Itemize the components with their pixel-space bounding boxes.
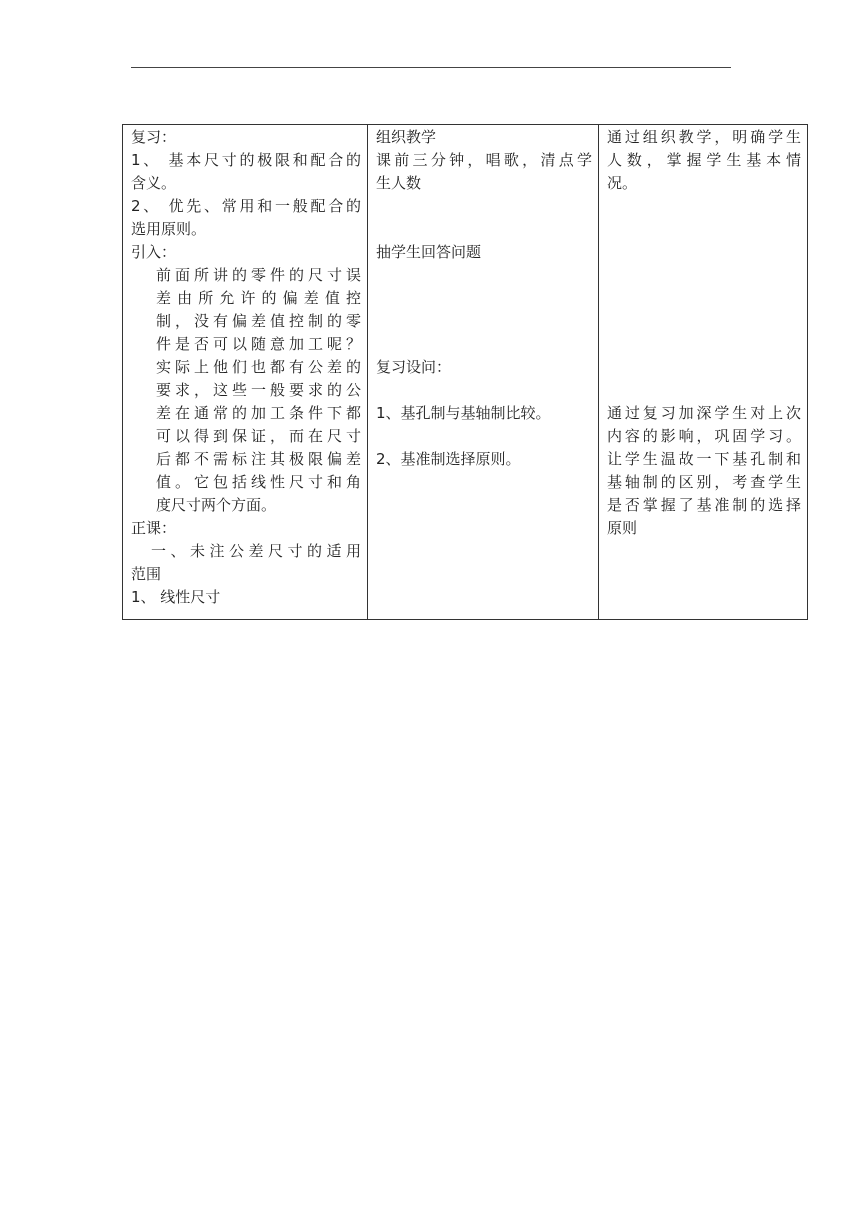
activity-cell (368, 125, 599, 620)
lesson-heading: 正课： (131, 519, 177, 537)
org-detail-line-2: 生人数 (376, 174, 422, 192)
review-item-2-line-2: 选用原则。 (131, 220, 207, 238)
org-purpose-line: 况。 (607, 174, 638, 192)
lesson-section-line-2: 范围 (131, 565, 162, 583)
intro-line: 实际上他们也都有公差的 (156, 358, 361, 376)
review-purpose-line: 内容的影响，巩固学习。 (607, 427, 801, 445)
intro-line: 差由所允许的偏差值控 (156, 289, 361, 307)
lesson-plan-table (122, 124, 808, 620)
intro-line: 后都不需标注其极限偏差 (156, 450, 361, 468)
review-item-1-line-1: 1、 基本尺寸的极限和配合的 (131, 151, 361, 169)
intro-line: 制，没有偏差值控制的零 (156, 312, 361, 330)
review-item-1-line-2: 含义。 (131, 174, 177, 192)
question-note: 抽学生回答问题 (376, 243, 482, 261)
intro-line: 前面所讲的零件的尺寸误 (156, 266, 361, 284)
header-rule (131, 67, 731, 68)
review-purpose-line: 原则 (607, 519, 638, 537)
table-row (123, 125, 808, 620)
review-item-2-line-1: 2、 优先、常用和一般配合的 (131, 197, 361, 215)
intro-line: 值。它包括线性尺寸和角 (156, 473, 361, 491)
review-question-heading: 复习设问： (376, 358, 452, 376)
purpose-cell (599, 125, 808, 620)
org-purpose-line: 通过组织教学，明确学生 (607, 128, 801, 146)
intro-line: 差在通常的加工条件下都 (156, 404, 361, 422)
lesson-item: 1、 线性尺寸 (131, 588, 221, 606)
review-purpose-line: 基轴制的区别，考查学生 (607, 473, 801, 491)
content-cell (123, 125, 368, 620)
org-detail-line-1: 课前三分钟，唱歌，清点学 (376, 151, 592, 169)
intro-line: 可以得到保证，而在尺寸 (156, 427, 361, 445)
review-heading: 复习： (131, 128, 177, 146)
org-purpose-line: 人数，掌握学生基本情 (607, 151, 801, 169)
intro-line: 件是否可以随意加工呢？ (156, 335, 361, 353)
review-purpose-line: 通过复习加深学生对上次 (607, 404, 801, 422)
review-question: 1、基孔制与基轴制比较。 (376, 404, 551, 422)
org-title: 组织教学 (376, 128, 437, 146)
review-purpose-line: 是否掌握了基准制的选择 (607, 496, 801, 514)
intro-heading: 引入： (131, 243, 177, 261)
intro-line: 要求，这些一般要求的公 (156, 381, 361, 399)
intro-line: 度尺寸两个方面。 (156, 496, 277, 514)
review-question: 2、基准制选择原则。 (376, 450, 521, 468)
review-purpose-line: 让学生温故一下基孔制和 (607, 450, 801, 468)
lesson-section-line-1: 一、未注公差尺寸的适用 (151, 542, 361, 560)
